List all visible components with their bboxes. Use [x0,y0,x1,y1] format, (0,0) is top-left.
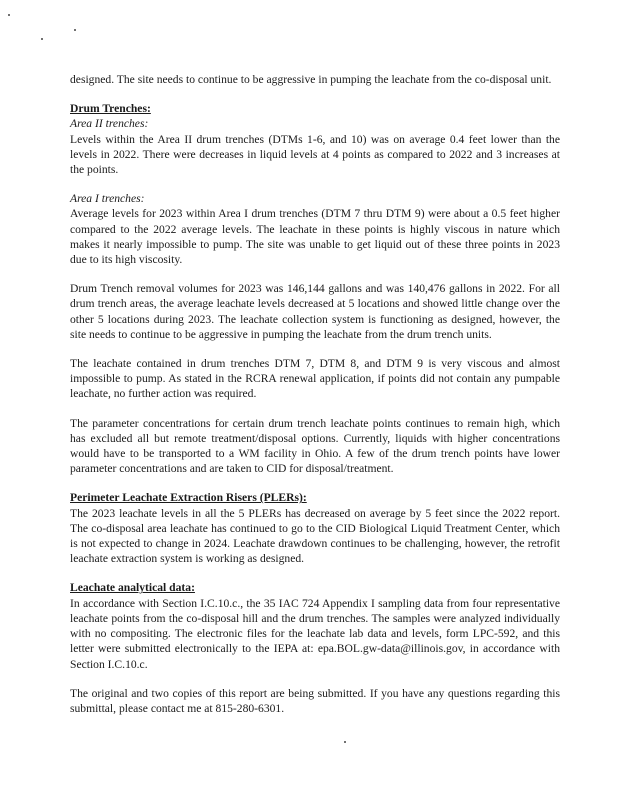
removal-volumes-paragraph: Drum Trench removal volumes for 2023 was 146,144 gallons and was 140,476 gallons in 2022. For all drum trench areas, the average leachate levels decreased at 5 locations and showed little change over the other 5 locations during 2023. The leachate collection system is functioning as designed, however, the site needs to continue to be aggressive in pumping the leachate from the drum trench units. [70,282,560,341]
drum-trenches-heading: Drum Trenches: [70,102,151,116]
intro-paragraph: designed. The site needs to continue to be aggressive in pumping the leachate from the co-disposal unit. [70,73,552,86]
scan-speck [344,741,346,743]
analytical-data-heading: Leachate analytical data: [70,581,195,595]
area-i-paragraph: Average levels for 2023 within Area I drum trenches (DTM 7 thru DTM 9) were about a 0.5 feet higher compared to the 2022 average levels. The leachate in these points is highly viscous in nature which makes it nearly impossible to pump. The site was unable to get liquid out of these three points in 2023 due to its high viscosity. [70,207,560,267]
area-i-subheading: Area I trenches: [70,192,145,206]
scan-speck [8,14,10,16]
document-body [70,72,560,730]
plers-paragraph: The 2023 leachate levels in all the 5 PLERs has decreased on average by 5 feet since the 2022 report. The co-disposal area leachate has continued to go to the CID Biological Liquid Treatment Center, which is not expected to change in 2024. Leachate drawdown continues to be challenging, however, the retrofit leachate extraction system is working as designed. [70,506,560,566]
closing-paragraph: The original and two copies of this report are being submitted. If you have any questions regarding this submittal, please contact me at 815-280-6301. [70,686,560,715]
area-ii-paragraph: Levels within the Area II drum trenches (DTMs 1-6, and 10) was on average 0.4 feet lower than the levels in 2022. There were decreases in liquid levels at 4 points as compared to 2022 and 3 increases at the points. [70,132,560,177]
analytical-data-paragraph: In accordance with Section I.C.10.c., the 35 IAC 724 Appendix I sampling data from four representative leachate points from the co-disposal hill and the drum trenches. The samples were analyzed individually with no compositing. The electronic files for the leachate lab data and levels, form LPC-592, and this letter were submitted electronically to the IEPA at: epa.BOL.gw-data@illinois.gov, in accordance with Section I.C.10.c. [70,596,560,671]
drum-trenches-section [70,101,560,476]
parameter-concentrations-paragraph: The parameter concentrations for certain drum trench leachate points continues to remain high, which has excluded all but remote treatment/disposal options. Currently, liquids with higher concentrations would have to be transported to a WM facility in Ohio. A few of the drum trench points have lower parameter concentrations and are taken to CID for disposal/treatment. [70,416,560,476]
area-ii-subheading: Area II trenches: [70,117,149,131]
analytical-data-section [70,580,560,671]
plers-heading: Perimeter Leachate Extraction Risers (PLERs): [70,491,307,505]
viscous-leachate-paragraph: The leachate contained in drum trenches DTM 7, DTM 8, and DTM 9 is very viscous and almost impossible to pump. As stated in the RCRA renewal application, if points did not contain any pumpable leachate, no further action was required. [70,357,560,401]
plers-section [70,490,560,566]
scan-speck [74,29,76,31]
scan-speck [41,38,43,40]
